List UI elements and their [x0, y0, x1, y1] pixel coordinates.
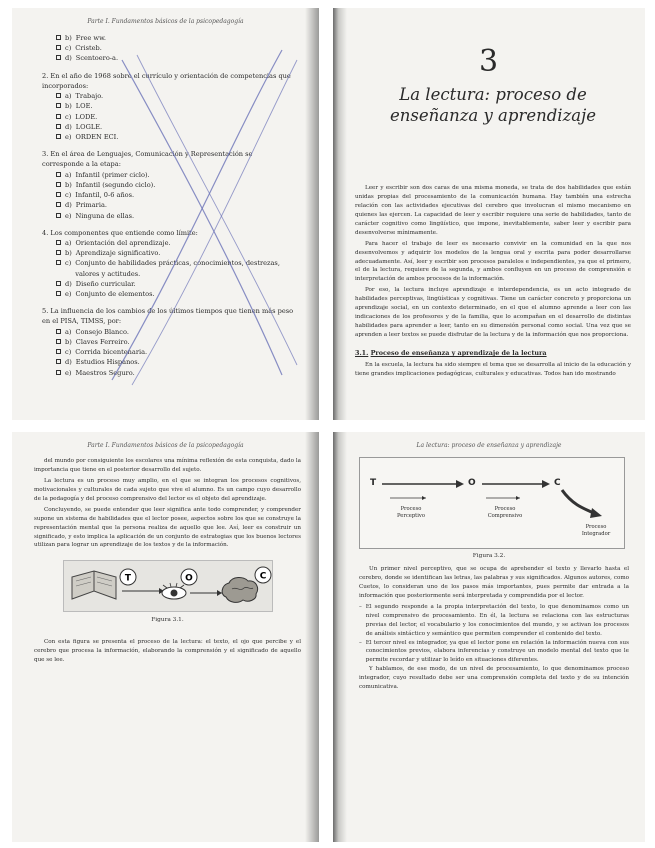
option: c) Cristeb. — [42, 43, 295, 53]
paragraph: Un primer nivel perceptivo, que se ocupa de aprehender el texto y llevarlo hasta el cerebro, donde se identifican las letras, las palabras y sus significados. Algunos autores, como Cuetos, lo consideran uno de los pasos más importantes, pues permite dar entrada a la información que posteriormente será interpretada y comprendida por el lector. — [359, 566, 629, 599]
paragraph: Para hacer el trabajo de leer es necesario convivir en la comunidad en la que nos desenvolvemos y adquirir los modelos de la lengua oral y escrita para poder desarrollarse adecuadamente. Así, leer y escribir son procesos paralelos e independientes, ya que el primero, el de la lectura, requiere de la segunda, y ambos confluyen en un proceso de comprensión e interpretación de ambos procesos de la información. — [355, 240, 631, 283]
option: a) Trabajo. — [42, 91, 295, 101]
chapter-title: La lectura: proceso de enseñanza y aprendizaje — [390, 85, 596, 125]
option: a) Consejo Blanco. — [42, 327, 295, 337]
paragraph: Concluyendo, se puede entender que leer significa ante todo comprender, y comprender supone un sistema de habilidades que el lector posee, aspectos sobre los que se construye la representación mental que la persona realiza de aquello que lee. Así, leer es construir un significado, y esto implica la aplicación de un conjunto de estrategias que los buenos lectores utilizan para lograr un aprendizaje de los textos y de la información. — [34, 506, 301, 549]
paragraph: Con esta figura se presenta el proceso de la lectura: el texto, el ojo que percibe y el cerebro que procesa la información, elaborando la comprensión y el significado de aquello que se lee. — [34, 638, 301, 663]
option: d) Estudios Hispanos. — [42, 357, 295, 367]
node-o-label: O — [184, 573, 193, 584]
checkbox-icon — [56, 339, 61, 344]
checkbox-icon — [56, 192, 61, 197]
page-top-right — [333, 8, 645, 420]
option: e) Maestros Seguro. — [42, 368, 295, 378]
checkbox-icon — [56, 359, 61, 364]
question-3 — [42, 149, 295, 221]
option: d) Scentoero-a. — [42, 53, 295, 63]
node-c-label: C — [259, 571, 266, 582]
page-top-left — [12, 8, 319, 420]
page-body — [12, 457, 319, 664]
node-o: O — [468, 478, 476, 488]
option: a) Infantil (primer ciclo). — [42, 170, 295, 180]
section-title: Proceso de enseñanza y aprendizaje de la lectura — [370, 348, 547, 357]
checkbox-icon — [56, 291, 61, 296]
checkbox-icon — [56, 260, 61, 265]
checkbox-icon — [56, 134, 61, 139]
question-stem: 4. Los componentes que entiende como límite: — [42, 228, 198, 237]
question-stem: 3. En el área de Lenguajes, Comunicación y Representación se corresponde a la etapa: — [42, 150, 253, 169]
option: b) LOE. — [42, 101, 295, 111]
checkbox-icon — [56, 103, 61, 108]
gutter-shadow — [305, 8, 319, 420]
checkbox-icon — [56, 250, 61, 255]
running-head: Parte I. Fundamentos básicos de la psicopedagogía — [87, 442, 244, 449]
reading-process-illustration — [64, 561, 274, 613]
checkbox-icon — [56, 55, 61, 60]
list-item: – El tercer nivel es integrador, ya que el lector pone en relación la información nueva con sus conocimientos previos, elabora inferencias y construye un modelo mental del texto que le permite recordar y utilizar lo leído en situaciones diferentes. — [359, 639, 629, 664]
page-body — [359, 565, 629, 692]
paragraph: Leer y escribir son dos caras de una misma moneda, se trata de dos habilidades que están unidas propias del procesamiento de la comunicación humana. Hay también una estrecha relación con las actividades ejecutivas del cerebro que involucran el mismo mecanismo en quienes las ejercen. La capacidad de leer y escribir requiere una serie de habilidades, tanto de carácter cognitivo como lingüístico, que impone, inevitablemente, saber leer y escribir para desenvolverse mínimamente. — [355, 185, 631, 236]
checkbox-icon — [56, 349, 61, 354]
page-bottom-left — [12, 432, 319, 842]
checkbox-icon — [56, 213, 61, 218]
option: d) LOGLE. — [42, 122, 295, 132]
option: b) Infantil (segundo ciclo). — [42, 180, 295, 190]
gutter-shadow — [305, 432, 319, 842]
figure-3-1 — [63, 560, 273, 612]
gutter-shadow — [333, 8, 347, 420]
running-head: Parte I. Fundamentos básicos de la psicopedagogía — [87, 18, 244, 25]
checkbox-icon — [56, 329, 61, 334]
checkbox-icon — [56, 124, 61, 129]
figure-3-2 — [359, 457, 625, 549]
option: d) Primaria. — [42, 200, 295, 210]
question-stem: 2. En el año de 1968 sobre el currículo y orientación de competencias que incorporados: — [42, 71, 291, 90]
option: b) Claves Ferreiro. — [42, 337, 295, 347]
question-4 — [42, 228, 295, 300]
option: c) LODE. — [42, 112, 295, 122]
option: e) Ninguna de ellas. — [42, 211, 295, 221]
paragraph: Y hablamos, de ese modo, de un nivel de procesamiento, lo que denominamos proceso integrador, cuyo resultado debe ser una comprensión completa del texto y de su intención comunicativa. — [359, 666, 629, 691]
node-t-label: T — [124, 573, 131, 584]
figure-label: Proceso Integrador — [581, 524, 611, 537]
section-heading — [355, 348, 631, 358]
figure-label: Proceso Perceptivo — [397, 506, 425, 519]
question-5 — [42, 306, 295, 378]
running-head: La lectura: proceso de enseñanza y aprendizaje — [416, 442, 562, 449]
checkbox-icon — [56, 202, 61, 207]
option: b) Aprendizaje significativo. — [42, 248, 295, 258]
option: d) Diseño curricular. — [42, 279, 295, 289]
arrow-c-out — [562, 490, 596, 514]
list-item: – El segundo responde a la propia interpretación del texto, lo que denominamos como un nivel comprensivo de procesamiento. En él, la lectura se relaciona con las estructuras previas del lector, el vocabulario y los conocimientos del mundo, y se activan los procesos de análisis sintáctico y semántico que permiten comprender el contenido del texto. — [359, 603, 629, 637]
node-c: C — [554, 478, 561, 488]
option: c) Conjunto de habilidades prácticas, conocimientos, destrezas, valores y actitudes. — [42, 258, 295, 278]
question-2 — [42, 71, 295, 143]
eye-icon — [162, 583, 186, 599]
paragraph: Por eso, la lectura incluye aprendizaje e interdependencia, es un acto integrado de habilidades perceptivas, lingüísticas y cognitivas. Tiene un carácter concreto y proporciona un aprendizaje social, en un contexto determinado, en el que el alumno aprende a leer con las indicaciones de los profesores y de la familia, que lo acompañan en el desarrollo de distintas habilidades para aprender a leer, tanto en su dimensión personal como social. Una vez que se aprenden a leer textos se puede disfrutar de la lectura y de la información que nos proporciona. — [355, 287, 631, 338]
paragraph: del mundo por consiguiente los escolares una mínima reflexión de esta conquista, dado la importancia que tiene en el posterior desarrollo del sujeto. — [34, 458, 301, 473]
checkbox-icon — [56, 240, 61, 245]
option: b) Free ww. — [42, 33, 295, 43]
paragraph: La lectura es un proceso muy amplio, en el que se integran los procesos cognitivos, motivacionales y culturales de cada sujeto que vive el alumno. Es un campo cuyo desarrollo de la pedagogía y del proceso comprensivo del lector es el objeto del aprendizaje. — [34, 477, 301, 502]
option: c) Corrida bicentenaria. — [42, 347, 295, 357]
bullet-dash-icon: – — [359, 603, 362, 610]
checkbox-icon — [56, 35, 61, 40]
checkbox-icon — [56, 281, 61, 286]
checkbox-icon — [56, 172, 61, 177]
figure-label: Proceso Comprensivo — [487, 506, 523, 519]
checkbox-icon — [56, 370, 61, 375]
section-number: 3.1. — [355, 348, 369, 357]
checkbox-icon — [56, 45, 61, 50]
question-stem: 5. La influencia de los cambios de los últimos tiempos que tienen más peso en el PISA, TIMSS, por: — [42, 307, 294, 326]
page-bottom-right — [333, 432, 645, 842]
bullet-dash-icon: – — [359, 639, 362, 646]
option: e) ORDEN ECI. — [42, 132, 295, 142]
option: c) Infantil, 0-6 años. — [42, 190, 295, 200]
open-book-icon — [72, 571, 116, 599]
exercise-list — [12, 33, 319, 378]
brain-icon — [222, 578, 257, 603]
figure-caption: Figura 3.1. — [151, 617, 184, 624]
paragraph: En la escuela, la lectura ha sido siempre el tema que se desarrolla al inicio de la educación y tiene grandes implicaciones pedagógicas, culturales y educativas. Todos han ido mostrando — [355, 362, 631, 378]
node-t: T — [370, 478, 377, 488]
chapter-number: 3 — [478, 44, 500, 79]
figure-caption: Figura 3.2. — [472, 553, 506, 559]
checkbox-icon — [56, 93, 61, 98]
checkbox-icon — [56, 182, 61, 187]
option: a) Orientación del aprendizaje. — [42, 238, 295, 248]
gutter-shadow — [333, 432, 347, 842]
question-1-options — [42, 33, 295, 64]
chapter-body — [355, 184, 631, 381]
option: e) Conjunto de elementos. — [42, 289, 295, 299]
checkbox-icon — [56, 114, 61, 119]
